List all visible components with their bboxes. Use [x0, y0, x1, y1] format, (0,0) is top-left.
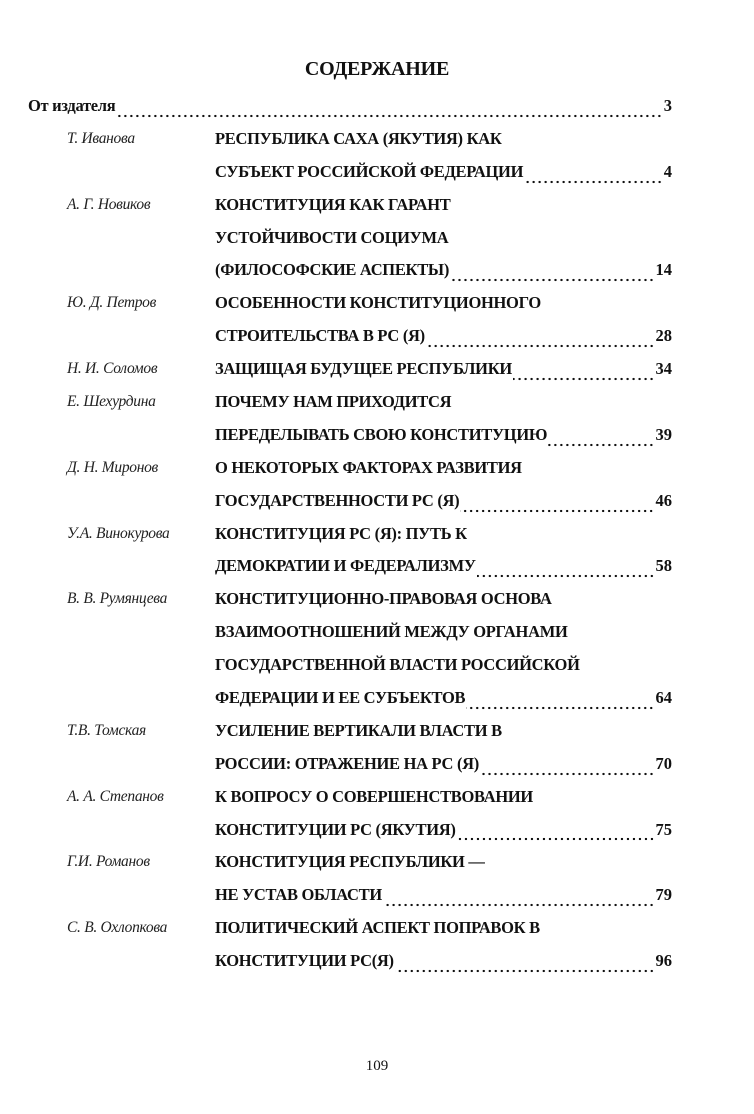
toc-entry-line[interactable] — [28, 456, 672, 489]
dot-leader — [480, 772, 655, 776]
toc-author: Г.И. Романов — [67, 853, 150, 871]
toc-page-number: 4 — [663, 161, 672, 181]
table-of-contents — [28, 94, 672, 982]
toc-entry-title: КОНСТИТУЦИОННО-ПРАВОВАЯ ОСНОВА — [215, 589, 552, 609]
toc-entry-line[interactable] — [28, 390, 672, 423]
toc-entry-title: К ВОПРОСУ О СОВЕРШЕНСТВОВАНИИ — [215, 786, 533, 806]
toc-entry-line[interactable] — [28, 258, 672, 291]
toc-entry-line[interactable] — [28, 357, 672, 390]
toc-entry-line[interactable] — [28, 587, 672, 620]
toc-author: С. В. Охлопкова — [67, 919, 168, 937]
toc-entry-title: КОНСТИТУЦИЯ РС (Я): ПУТЬ К — [215, 523, 467, 543]
toc-entry-title: КОНСТИТУЦИИ РС(Я) — [215, 951, 394, 971]
toc-entry-title: ДЕМОКРАТИИ И ФЕДЕРАЛИЗМУ — [215, 556, 476, 576]
toc-entry-line[interactable] — [28, 554, 672, 587]
toc-page-number: 75 — [655, 819, 672, 839]
toc-author: Е. Шехурдина — [67, 393, 156, 411]
toc-entry-title: О НЕКОТОРЫХ ФАКТОРАХ РАЗВИТИЯ — [215, 457, 522, 477]
toc-author: В. В. Румянцева — [67, 590, 168, 608]
dot-leader — [395, 969, 655, 973]
toc-entry-line[interactable] — [28, 160, 672, 193]
toc-entry-title: ПОЛИТИЧЕСКИЙ АСПЕКТ ПОПРАВОК В — [215, 918, 540, 938]
dot-leader — [457, 837, 655, 841]
dot-leader — [116, 114, 662, 118]
toc-entry-line[interactable] — [28, 423, 672, 456]
dot-leader — [466, 706, 654, 710]
dot-leader — [450, 278, 654, 282]
toc-entry-title: СУБЪЕКТ РОССИЙСКОЙ ФЕДЕРАЦИИ — [215, 161, 524, 181]
dot-leader — [513, 377, 655, 381]
toc-page-number: 3 — [663, 96, 672, 115]
toc-entry-title: РЕСПУБЛИКА САХА (ЯКУТИЯ) КАК — [215, 128, 502, 148]
toc-entry-title: От издателя — [28, 96, 116, 115]
toc-entry-title: ПЕРЕДЕЛЫВАТЬ СВОЮ КОНСТИТУЦИЮ — [215, 424, 548, 444]
toc-entry-title: УСИЛЕНИЕ ВЕРТИКАЛИ ВЛАСТИ В — [215, 720, 502, 740]
toc-entry-publisher[interactable] — [28, 94, 672, 127]
toc-author: А. Г. Новиков — [67, 195, 151, 213]
toc-author: А. А. Степанов — [67, 787, 164, 805]
toc-entry-title: НЕ УСТАВ ОБЛАСТИ — [215, 885, 382, 905]
toc-page-number: 39 — [655, 424, 672, 444]
toc-entry-line[interactable] — [28, 883, 672, 916]
toc-entry-title: УСТОЙЧИВОСТИ СОЦИУМА — [215, 227, 449, 247]
dot-leader — [477, 574, 655, 578]
toc-page-number: 58 — [655, 556, 672, 576]
dot-leader — [524, 180, 663, 184]
toc-entry-line[interactable] — [28, 752, 672, 785]
toc-author: Т.В. Томская — [67, 721, 146, 739]
toc-entry-title: ОСОБЕННОСТИ КОНСТИТУЦИОННОГО — [215, 293, 541, 313]
toc-entry-line[interactable] — [28, 818, 672, 851]
toc-entry-line[interactable] — [28, 489, 672, 522]
toc-entry-line[interactable] — [28, 522, 672, 555]
toc-entry-title: КОНСТИТУЦИЯ КАК ГАРАНТ — [215, 194, 451, 214]
dot-leader — [426, 344, 655, 348]
toc-entry-line[interactable] — [28, 620, 672, 653]
toc-entry-title: КОНСТИТУЦИЯ РЕСПУБЛИКИ — — [215, 852, 485, 872]
toc-entry-title: СТРОИТЕЛЬСТВА В РС (Я) — [215, 326, 425, 346]
toc-entry-title: КОНСТИТУЦИИ РС (ЯКУТИЯ) — [215, 819, 456, 839]
toc-entry-line[interactable] — [28, 226, 672, 259]
toc-entry-line[interactable] — [28, 324, 672, 357]
toc-entry-line[interactable] — [28, 785, 672, 818]
toc-entry-line[interactable] — [28, 719, 672, 752]
toc-entry-title: ФЕДЕРАЦИИ И ЕЕ СУБЪЕКТОВ — [215, 688, 466, 708]
toc-page-number: 70 — [655, 753, 672, 773]
toc-entry-title: ПОЧЕМУ НАМ ПРИХОДИТСЯ — [215, 392, 452, 412]
toc-entry-line[interactable] — [28, 653, 672, 686]
toc-author: Ю. Д. Петров — [67, 294, 157, 312]
dot-leader — [460, 509, 654, 513]
dot-leader — [383, 903, 655, 907]
toc-page-number: 34 — [655, 359, 672, 379]
toc-author: Д. Н. Миронов — [67, 458, 158, 476]
toc-entry-title: РОССИИ: ОТРАЖЕНИЕ НА РС (Я) — [215, 753, 479, 773]
toc-entry-line[interactable] — [28, 916, 672, 949]
toc-entry-title: (ФИЛОСОФСКИЕ АСПЕКТЫ) — [215, 260, 450, 280]
toc-entry-title: ГОСУДАРСТВЕННОЙ ВЛАСТИ РОССИЙСКОЙ — [215, 655, 580, 675]
toc-entry-line[interactable] — [28, 193, 672, 226]
toc-page-number: 28 — [655, 326, 672, 346]
toc-entry-line[interactable] — [28, 127, 672, 160]
toc-author: У.А. Винокурова — [67, 524, 170, 542]
dot-leader — [548, 443, 654, 447]
toc-entry-line[interactable] — [28, 291, 672, 324]
toc-page-number: 96 — [655, 951, 672, 971]
toc-entry-line[interactable] — [28, 686, 672, 719]
toc-entry-title: ГОСУДАРСТВЕННОСТИ РС (Я) — [215, 490, 460, 510]
toc-page-number: 64 — [655, 688, 672, 708]
toc-entry-line[interactable] — [28, 850, 672, 883]
toc-entry-title: ВЗАИМООТНОШЕНИЙ МЕЖДУ ОРГАНАМИ — [215, 622, 568, 642]
page-title: СОДЕРЖАНИЕ — [304, 58, 450, 80]
toc-author: Н. И. Соломов — [67, 360, 158, 378]
page-number: 109 — [365, 1058, 389, 1074]
toc-author: Т. Иванова — [67, 129, 135, 147]
toc-entry-title: ЗАЩИЩАЯ БУДУЩЕЕ РЕСПУБЛИКИ — [215, 359, 512, 379]
toc-entry-line[interactable] — [28, 949, 672, 982]
toc-page-number: 46 — [655, 490, 672, 510]
toc-page-number: 79 — [655, 885, 672, 905]
toc-page-number: 14 — [655, 260, 672, 280]
